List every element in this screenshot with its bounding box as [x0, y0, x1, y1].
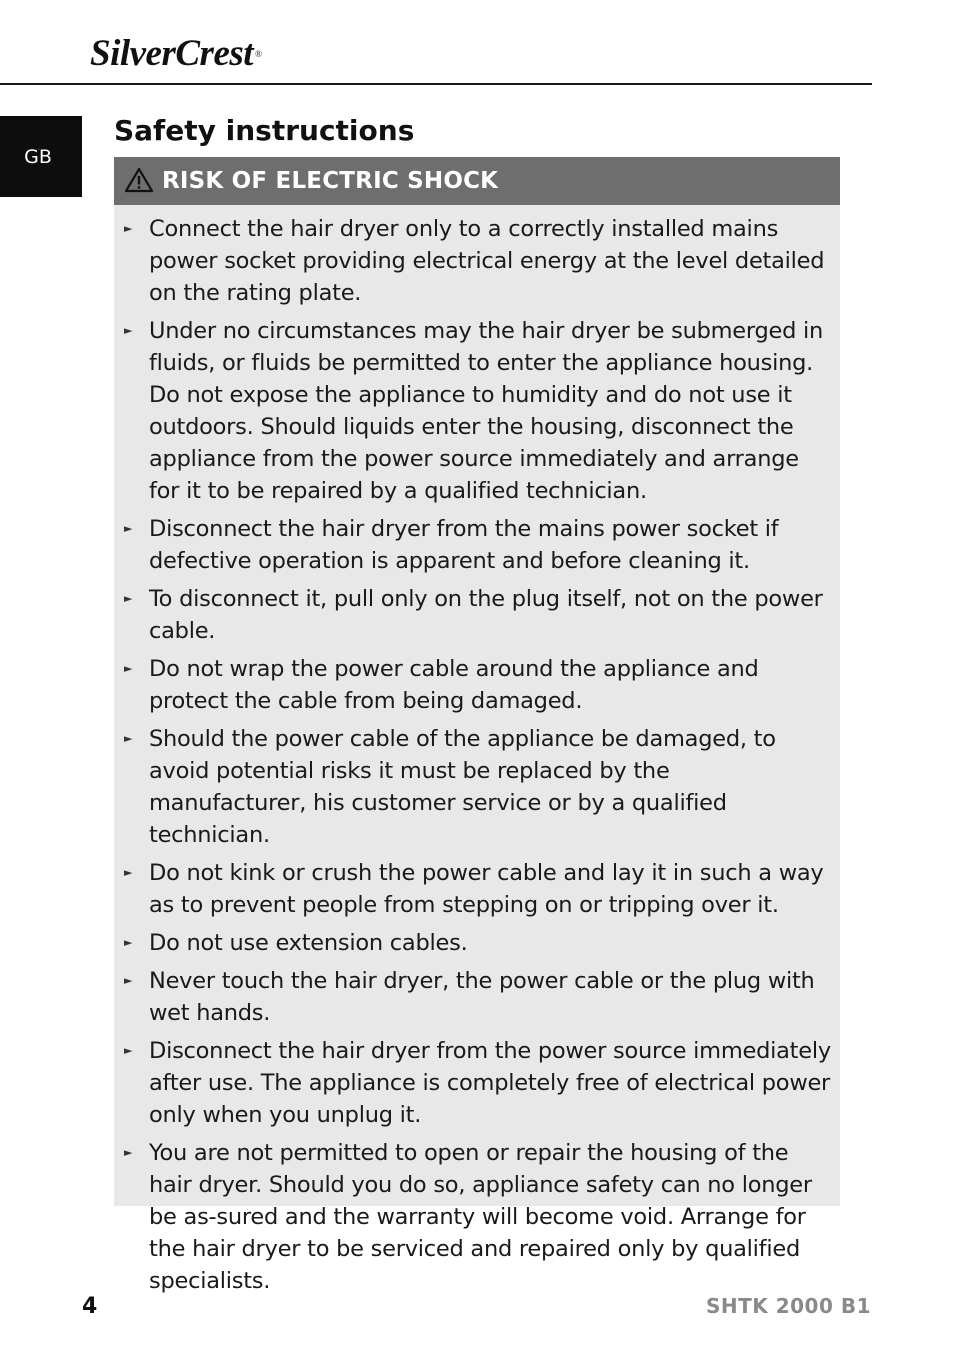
page-title: Safety instructions: [114, 114, 415, 147]
list-item: ► Should the power cable of the appliance be damaged, to avoid potential risks it must be replaced by the manufacturer, his customer service or by a qualified technician.: [114, 723, 832, 851]
model-number: SHTK 2000 B1: [705, 1294, 871, 1318]
list-item: ► Connect the hair dryer only to a correctly installed mains power socket providing electrical energy at the level detailed on the rating plate.: [114, 213, 832, 309]
list-item: ► Do not kink or crush the power cable and lay it in such a way as to prevent people from stepping on or tripping over it.: [114, 857, 832, 921]
safety-list: [114, 205, 840, 1297]
list-item: ► Do not use extension cables.: [114, 927, 832, 959]
warning-triangle-icon: [124, 167, 154, 193]
language-label: GB: [24, 145, 52, 168]
warning-header: [114, 157, 840, 205]
registered-mark: ®: [255, 49, 262, 59]
page-number: 4: [82, 1294, 98, 1319]
warning-box: [114, 157, 840, 1294]
list-item: ► Never touch the hair dryer, the power cable or the plug with wet hands.: [114, 965, 832, 1029]
warning-heading: RISK OF ELECTRIC SHOCK: [162, 168, 499, 194]
brand-logo: [90, 34, 261, 74]
list-item: ► Under no circumstances may the hair dryer be submerged in fluids, or fluids be permitted to enter the appliance housing. Do not expose the appliance to humidity and do not use it outdoors. Should liquids enter the housing, disconnect the appliance from the power source immediately and arrange for it to be repaired by a qualified technician.: [114, 315, 832, 507]
brand-name: SilverCrest: [90, 33, 254, 74]
list-item: ► Disconnect the hair dryer from the power source immediately after use. The appliance is completely free of electrical power only when you unplug it.: [114, 1035, 832, 1131]
list-item: ► To disconnect it, pull only on the plug itself, not on the power cable.: [114, 583, 832, 647]
list-item: ► Do not wrap the power cable around the appliance and protect the cable from being damaged.: [114, 653, 832, 717]
list-item: ► Disconnect the hair dryer from the mains power socket if defective operation is apparent and before cleaning it.: [114, 513, 832, 577]
list-item: ► You are not permitted to open or repair the housing of the hair dryer. Should you do so, appliance safety can no longer be as-sured and the warranty will become void. Arrange for the hair dryer to be serviced and repaired only by qualified specialists.: [114, 1137, 832, 1297]
header-divider: [0, 83, 872, 85]
language-tab: [0, 116, 82, 197]
